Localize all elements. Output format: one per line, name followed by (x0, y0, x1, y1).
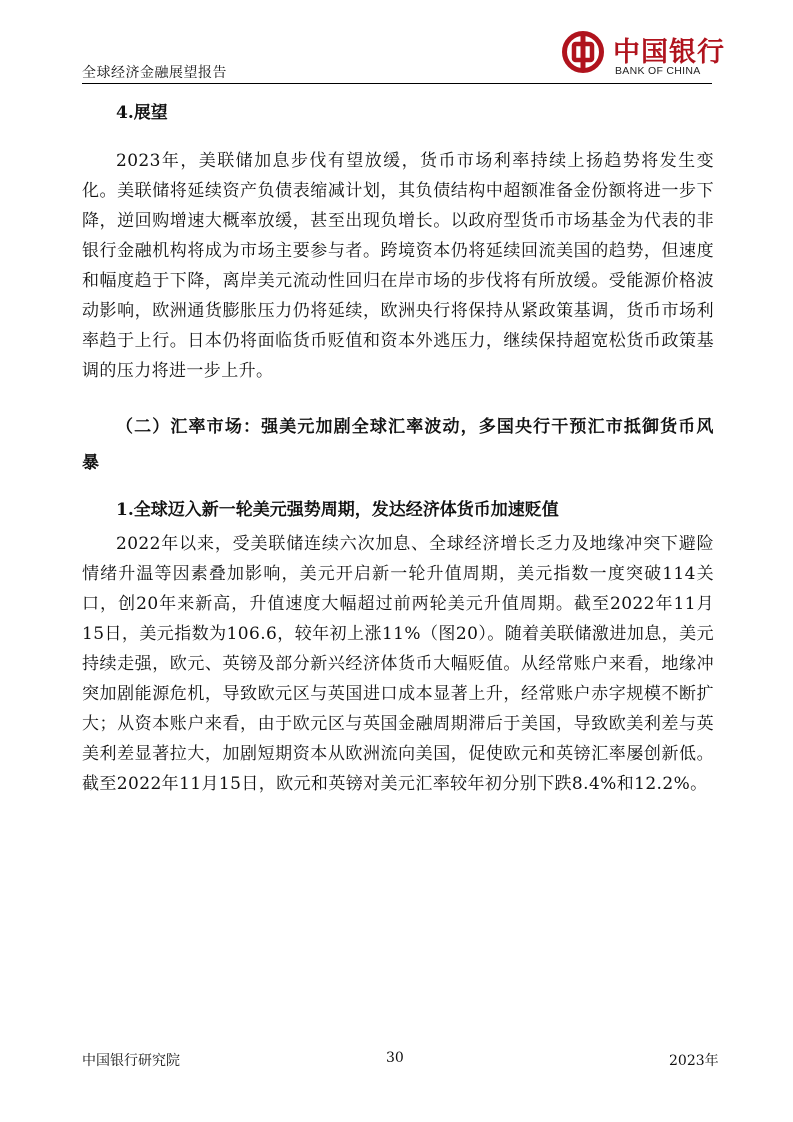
sub-heading: 1.全球迈入新一轮美元强势周期，发达经济体货币加速贬值 (116, 500, 559, 520)
page-content (82, 98, 714, 799)
report-title: 全球经济金融展望报告 (82, 65, 227, 81)
outlook-paragraph: 2023年，美联储加息步伐有望放缓，货币市场利率持续上扬趋势将发生变化。美联储将延续资产负债表缩减计划，其负债结构中超额准备金份额将进一步下降，逆回购增速大概率放缓，甚至出现负增长。以政府型货币市场基金为代表的非银行金融机构将成为市场主要参与者。跨境资本仍将延续回流美国的趋势，但速度和幅度趋于下降，离岸美元流动性回归在岸市场的步伐将有所放缓。受能源价格波动影响，欧洲通货膨胀压力仍将延续，欧洲央行将保持从紧政策基调，货币市场利率趋于上行。日本仍将面临货币贬值和资本外逃压力，继续保持超宽松货币政策基调的压力将进一步上升。 (82, 151, 714, 381)
logo-english-name: BANK OF CHINA (615, 65, 701, 77)
page-number: 30 (386, 1050, 404, 1066)
footer-year: 2023年 (669, 1053, 719, 1069)
bank-of-china-emblem-icon (561, 30, 605, 74)
footer-institute: 中国银行研究院 (82, 1053, 180, 1069)
outlook-heading: 4.展望 (116, 103, 168, 123)
body-paragraph: 2022年以来，受美联储连续六次加息、全球经济增长乏力及地缘冲突下避险情绪升温等因素叠加影响，美元开启新一轮升值周期，美元指数一度突破114关口，创20年来新高，升值速度大幅超过前两轮美元升值周期。截至2022年11月15日，美元指数为106.6，较年初上涨11%（图20）。随着美联储激进加息，美元持续走强，欧元、英镑及部分新兴经济体货币大幅贬值。从经常账户来看，地缘冲突加剧能源危机，导致欧元区与英国进口成本显著上升，经常账户赤字规模不断扩大；从资本账户来看，由于欧元区与英国金融周期滞后于美国，导致欧美利差与英美利差显著拉大，加剧短期资本从欧洲流向美国，促使欧元和英镑汇率屡创新低。截至2022年11月15日，欧元和英镑对美元汇率较年初分别下跌8.4%和12.2%。 (82, 534, 714, 794)
logo-chinese-name: 中国银行 (613, 37, 725, 68)
header-divider (82, 83, 712, 84)
section-heading: （二）汇率市场：强美元加剧全球汇率波动，多国央行干预汇市抵御货币风暴 (82, 417, 714, 473)
bank-logo (561, 30, 725, 80)
